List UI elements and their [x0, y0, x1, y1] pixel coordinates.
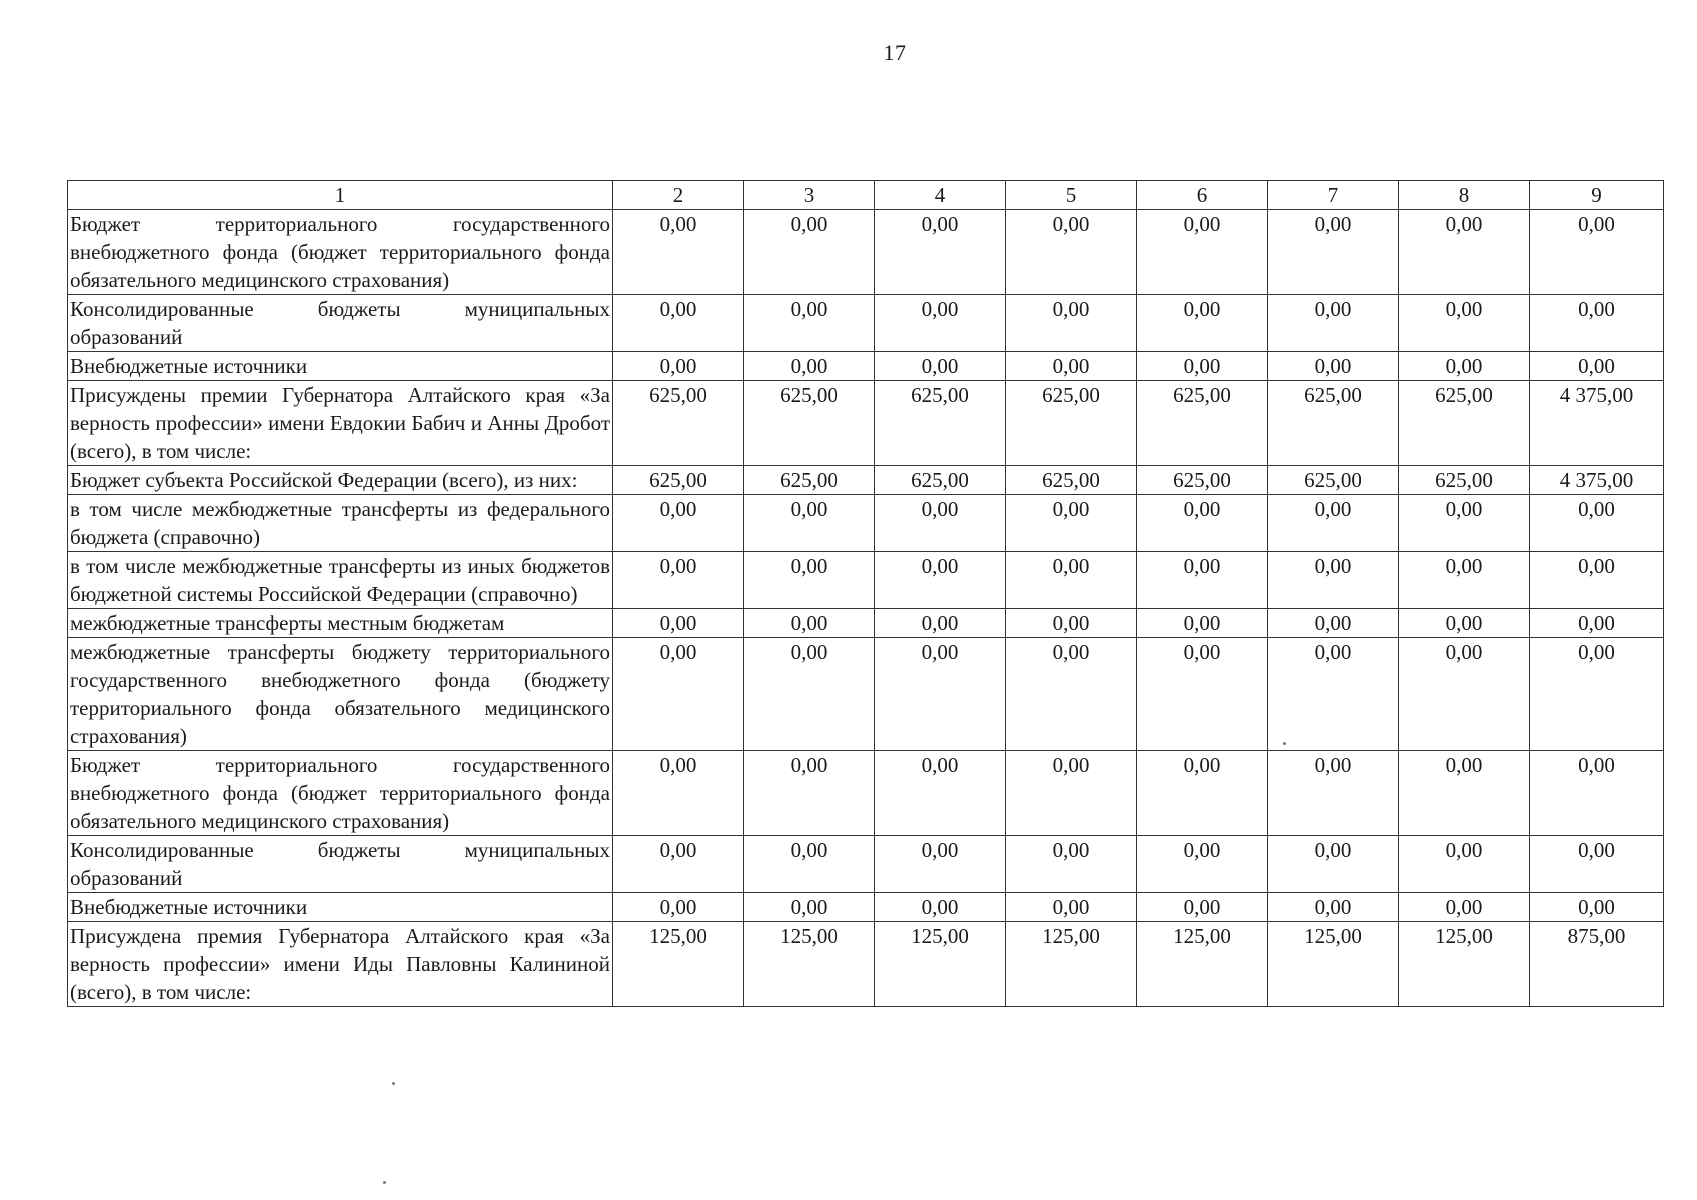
row-value: 0,00: [613, 210, 744, 295]
row-value: 0,00: [1399, 295, 1530, 352]
row-value: 0,00: [1530, 609, 1664, 638]
row-value: 0,00: [1268, 609, 1399, 638]
row-value: 0,00: [1399, 352, 1530, 381]
table-row: [68, 295, 1664, 352]
row-value: 625,00: [744, 381, 875, 466]
row-value: 0,00: [1137, 210, 1268, 295]
row-value: 0,00: [744, 609, 875, 638]
column-header: 3: [744, 181, 875, 210]
table-row: [68, 836, 1664, 893]
row-value: 0,00: [1268, 836, 1399, 893]
row-value: 125,00: [1006, 922, 1137, 1007]
row-value: 125,00: [613, 922, 744, 1007]
row-value: 0,00: [1006, 751, 1137, 836]
table-row: [68, 893, 1664, 922]
row-value: 0,00: [1530, 210, 1664, 295]
row-label: в том числе межбюджетные трансферты из федерального бюджета (справочно): [68, 495, 613, 552]
column-header: 5: [1006, 181, 1137, 210]
column-header: 7: [1268, 181, 1399, 210]
row-value: 125,00: [1268, 922, 1399, 1007]
row-value: 875,00: [1530, 922, 1664, 1007]
row-value: 0,00: [1399, 751, 1530, 836]
row-value: 625,00: [875, 466, 1006, 495]
row-value: 0,00: [875, 495, 1006, 552]
scan-speck: [1283, 742, 1286, 745]
row-value: 0,00: [1268, 893, 1399, 922]
row-value: 625,00: [1399, 466, 1530, 495]
row-value: 625,00: [613, 466, 744, 495]
row-label: Бюджет субъекта Российской Федерации (всего), из них:: [68, 466, 613, 495]
row-value: 0,00: [1399, 836, 1530, 893]
table-row: [68, 609, 1664, 638]
row-value: 0,00: [875, 210, 1006, 295]
row-value: 0,00: [875, 552, 1006, 609]
row-value: 125,00: [875, 922, 1006, 1007]
row-value: 0,00: [1006, 352, 1137, 381]
row-value: 0,00: [1399, 495, 1530, 552]
row-value: 0,00: [1137, 295, 1268, 352]
row-value: 125,00: [1399, 922, 1530, 1007]
row-value: 0,00: [1268, 210, 1399, 295]
row-value: 0,00: [1137, 495, 1268, 552]
row-value: 625,00: [1268, 466, 1399, 495]
column-header: 2: [613, 181, 744, 210]
row-value: 0,00: [1006, 893, 1137, 922]
table-row: [68, 381, 1664, 466]
row-value: 0,00: [1137, 893, 1268, 922]
row-value: 0,00: [1530, 751, 1664, 836]
row-value: 0,00: [1268, 638, 1399, 751]
page-number: 17: [883, 40, 907, 65]
column-header: 6: [1137, 181, 1268, 210]
row-value: 625,00: [1268, 381, 1399, 466]
row-label: в том числе межбюджетные трансферты из иных бюджетов бюджетной системы Российской Федерации (справочно): [68, 552, 613, 609]
row-value: 0,00: [1137, 751, 1268, 836]
row-value: 0,00: [1137, 552, 1268, 609]
table-row: [68, 495, 1664, 552]
row-value: 0,00: [613, 295, 744, 352]
row-value: 0,00: [1268, 495, 1399, 552]
row-value: 0,00: [744, 893, 875, 922]
table-row: [68, 466, 1664, 495]
row-value: 0,00: [1006, 609, 1137, 638]
row-label: Бюджет территориального государственного внебюджетного фонда (бюджет территориального фонда обязательного медицинского страхования): [68, 751, 613, 836]
row-value: 0,00: [1530, 295, 1664, 352]
row-value: 0,00: [1137, 352, 1268, 381]
row-value: 625,00: [744, 466, 875, 495]
table-row: [68, 352, 1664, 381]
row-value: 4 375,00: [1530, 466, 1664, 495]
row-value: 125,00: [744, 922, 875, 1007]
table-row: [68, 751, 1664, 836]
column-header: 9: [1530, 181, 1664, 210]
row-value: 0,00: [613, 609, 744, 638]
row-value: 0,00: [1530, 638, 1664, 751]
row-value: 0,00: [875, 893, 1006, 922]
row-value: 0,00: [744, 495, 875, 552]
row-value: 625,00: [613, 381, 744, 466]
row-value: 0,00: [613, 893, 744, 922]
row-label: Присуждена премия Губернатора Алтайского края «За верность профессии» имени Иды Павловны Калининой (всего), в том числе:: [68, 922, 613, 1007]
header-row: [68, 181, 1664, 210]
row-value: 125,00: [1137, 922, 1268, 1007]
row-value: 0,00: [744, 352, 875, 381]
row-value: 0,00: [1268, 552, 1399, 609]
row-label: Консолидированные бюджеты муниципальных образований: [68, 836, 613, 893]
row-value: 0,00: [613, 352, 744, 381]
table-row: [68, 922, 1664, 1007]
table-row: [68, 552, 1664, 609]
row-value: 0,00: [744, 836, 875, 893]
row-value: 0,00: [1399, 552, 1530, 609]
row-label: Присуждены премии Губернатора Алтайского края «За верность профессии» имени Евдокии Бабич и Анны Дробот (всего), в том числе:: [68, 381, 613, 466]
row-value: 0,00: [613, 836, 744, 893]
row-value: 0,00: [1530, 495, 1664, 552]
row-value: 0,00: [613, 552, 744, 609]
row-value: 0,00: [1399, 638, 1530, 751]
row-value: 4 375,00: [1530, 381, 1664, 466]
row-value: 0,00: [1268, 352, 1399, 381]
row-value: 625,00: [1006, 381, 1137, 466]
row-value: 0,00: [1137, 836, 1268, 893]
budget-table-container: [67, 180, 1663, 1007]
table-row: [68, 210, 1664, 295]
row-value: 625,00: [1399, 381, 1530, 466]
row-value: 625,00: [1006, 466, 1137, 495]
row-label: Бюджет территориального государственного внебюджетного фонда (бюджет территориального фонда обязательного медицинского страхования): [68, 210, 613, 295]
table-body: [68, 181, 1664, 1007]
row-label: межбюджетные трансферты местным бюджетам: [68, 609, 613, 638]
row-value: 625,00: [1137, 381, 1268, 466]
row-value: 0,00: [1006, 295, 1137, 352]
column-header: 4: [875, 181, 1006, 210]
row-value: 0,00: [875, 295, 1006, 352]
column-header: 1: [68, 181, 613, 210]
row-value: 0,00: [1137, 609, 1268, 638]
row-value: 0,00: [744, 751, 875, 836]
row-value: 0,00: [613, 495, 744, 552]
row-label: Внебюджетные источники: [68, 893, 613, 922]
row-value: 0,00: [1006, 210, 1137, 295]
row-value: 0,00: [875, 609, 1006, 638]
row-value: 0,00: [744, 210, 875, 295]
row-value: 0,00: [875, 836, 1006, 893]
table-row: [68, 638, 1664, 751]
row-value: 0,00: [1006, 836, 1137, 893]
row-value: 625,00: [875, 381, 1006, 466]
row-value: 0,00: [1399, 893, 1530, 922]
row-label: Консолидированные бюджеты муниципальных образований: [68, 295, 613, 352]
row-value: 0,00: [1399, 210, 1530, 295]
row-value: 0,00: [1268, 295, 1399, 352]
row-value: 0,00: [1006, 638, 1137, 751]
row-value: 0,00: [1530, 352, 1664, 381]
row-value: 0,00: [1530, 836, 1664, 893]
budget-table: [67, 180, 1664, 1007]
row-value: 0,00: [1530, 893, 1664, 922]
row-value: 0,00: [875, 352, 1006, 381]
column-header: 8: [1399, 181, 1530, 210]
row-value: 0,00: [1268, 751, 1399, 836]
row-value: 0,00: [875, 751, 1006, 836]
row-value: 0,00: [1006, 495, 1137, 552]
row-value: 625,00: [1137, 466, 1268, 495]
row-value: 0,00: [1530, 552, 1664, 609]
row-value: 0,00: [1137, 638, 1268, 751]
row-value: 0,00: [875, 638, 1006, 751]
row-label: межбюджетные трансферты бюджету территориального государственного внебюджетного фонда (бюджету территориального фонда обязательного медицинского страхования): [68, 638, 613, 751]
row-label: Внебюджетные источники: [68, 352, 613, 381]
row-value: 0,00: [613, 751, 744, 836]
row-value: 0,00: [1399, 609, 1530, 638]
row-value: 0,00: [613, 638, 744, 751]
row-value: 0,00: [744, 638, 875, 751]
scan-speck: [392, 1082, 395, 1085]
scan-speck: [383, 1181, 386, 1184]
row-value: 0,00: [744, 552, 875, 609]
row-value: 0,00: [744, 295, 875, 352]
row-value: 0,00: [1006, 552, 1137, 609]
